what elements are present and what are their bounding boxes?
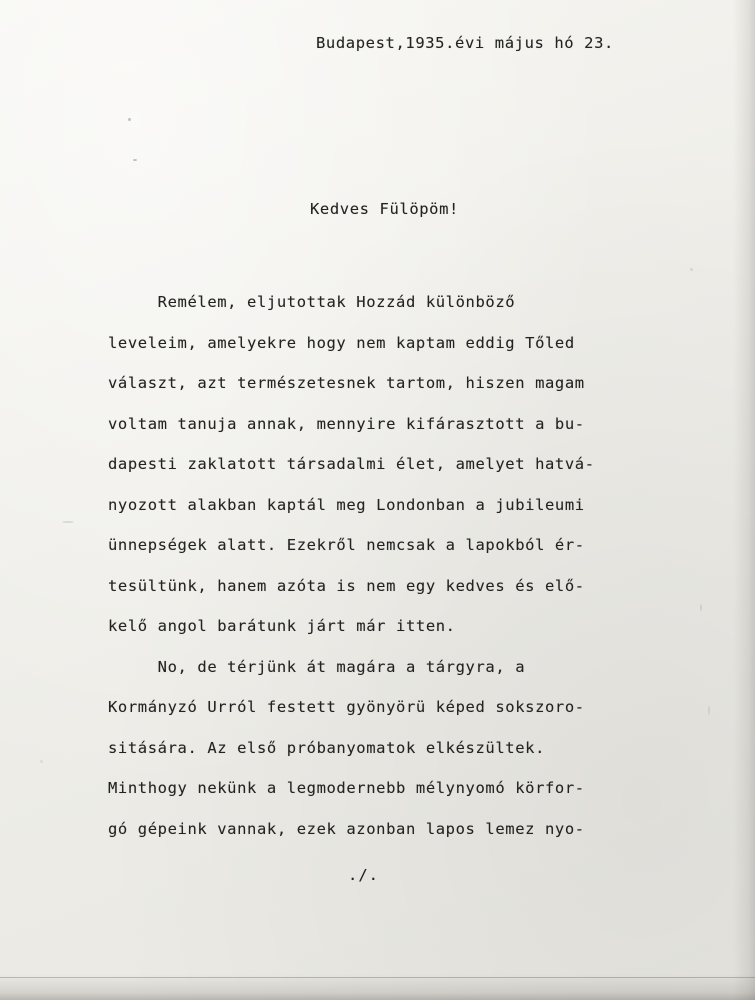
- sheet-edge-line: [0, 977, 755, 978]
- paper-speck: [690, 268, 693, 271]
- paper-speck: [40, 760, 43, 763]
- body-line: No, de térjünk át magára a tárgyra, a: [108, 657, 526, 676]
- body-line: dapesti zaklatott társadalmi élet, amelyet hatvá-: [108, 455, 595, 473]
- page-continuation-mark: ./.: [348, 866, 379, 884]
- body-line: sitására. Az első próbanyomatok elkészültek.: [108, 738, 545, 757]
- page-edge-shadow-bottom: [0, 974, 755, 1000]
- paper-speck: [708, 706, 710, 715]
- body-line: voltam tanuja annak, mennyire kifárasztott a bu-: [108, 414, 585, 433]
- date-line: Budapest,1935.évi május hó 23.: [316, 34, 614, 52]
- body-line: Minthogy nekünk a legmodernebb mélynyomó körfor-: [108, 779, 585, 797]
- body-line: Remélem, eljutottak Hozzád különböző: [108, 293, 516, 311]
- paper-speck: [128, 118, 131, 121]
- body-line: gó gépeink vannak, ezek azonban lapos lemez nyo-: [108, 819, 585, 838]
- body-line: tesültünk, hanem azóta is nem egy kedves és elő-: [108, 576, 585, 595]
- body-line: leveleim, amelyekre hogy nem kaptam eddig Tőled: [108, 333, 575, 352]
- body-line: ünnepségek alatt. Ezekről nemcsak a lapokból ér-: [108, 536, 585, 554]
- paper-speck: [700, 604, 702, 611]
- letter-body: [108, 282, 688, 849]
- body-line: kelő angol barátunk járt már itten.: [108, 617, 456, 635]
- page-edge-shadow-right: [733, 0, 755, 1000]
- paper-speck: [133, 159, 137, 161]
- body-line: választ, azt természetesnek tartom, hiszen magam: [108, 374, 585, 392]
- body-line: nyozott alakban kaptál meg Londonban a jubileumi: [108, 495, 585, 514]
- salutation-line: Kedves Fülöpöm!: [310, 200, 459, 218]
- paper-speck: [62, 521, 74, 523]
- body-line: Kormányzó Urról festett gyönyörü képed sokszoro-: [108, 698, 585, 716]
